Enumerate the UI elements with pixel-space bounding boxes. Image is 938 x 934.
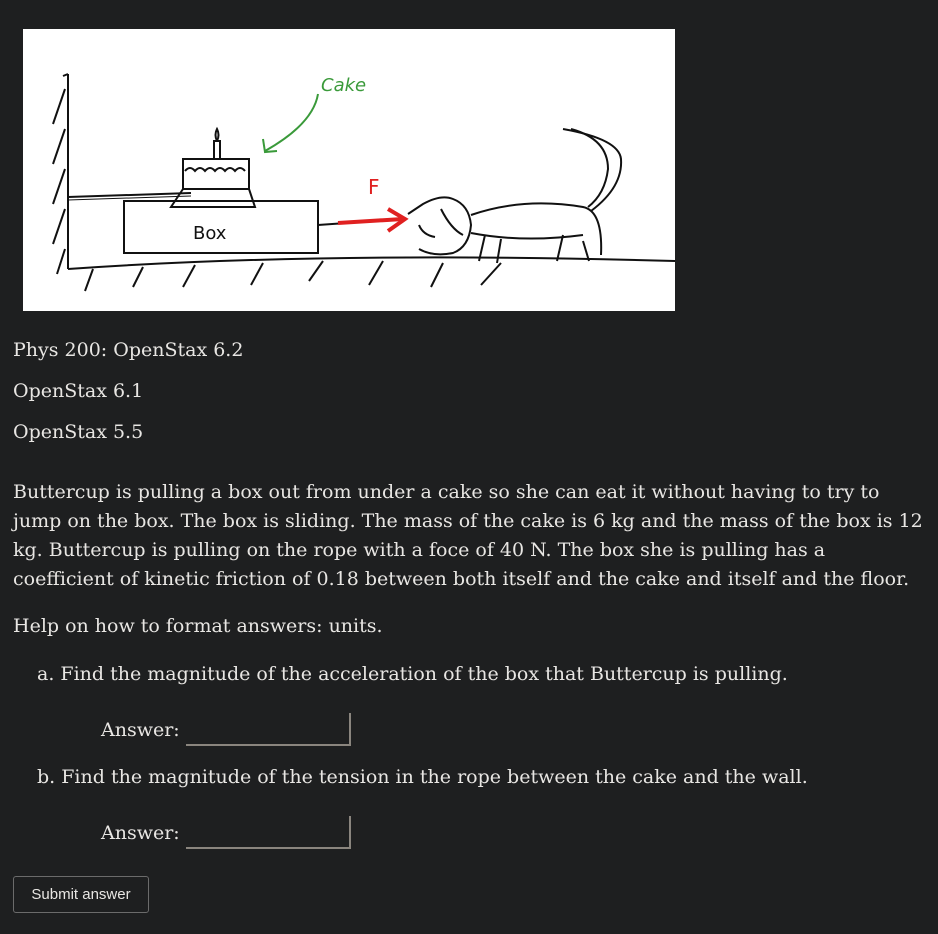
problem-statement: Buttercup is pulling a box out from under a cake so she can eat it without having to try to jump on the box. The box is sliding. The mass of the cake is 6 kg and the mass of the box is 12 kg. Buttercup is pulling on the rope with a foce of 40 N. The box she is pulling has a coefficient of kinetic friction of 0.18 between both itself and the cake and itself and the floor. bbox=[13, 481, 923, 590]
buttercup-diagram bbox=[23, 29, 675, 311]
box-label: Box bbox=[193, 223, 227, 244]
part-a-question: a. Find the magnitude of the acceleration of the box that Buttercup is pulling. bbox=[37, 663, 788, 685]
tag-openstax-6-1: OpenStax 6.1 bbox=[13, 380, 144, 402]
wall bbox=[53, 74, 68, 274]
floor bbox=[68, 257, 675, 291]
force-label: F bbox=[368, 175, 380, 199]
submit-answer-button[interactable]: Submit answer bbox=[13, 876, 149, 913]
answer-a-input[interactable] bbox=[186, 713, 351, 746]
tag-phys-200: Phys 200: OpenStax 6.2 bbox=[13, 339, 244, 361]
answer-b-input[interactable] bbox=[186, 816, 351, 849]
part-b-question: b. Find the magnitude of the tension in the rope between the cake and the wall. bbox=[37, 766, 808, 788]
force-arrow bbox=[338, 209, 405, 231]
dog bbox=[408, 129, 621, 263]
problem-tags bbox=[13, 336, 243, 459]
cake bbox=[171, 129, 255, 207]
tag-openstax-5-5: OpenStax 5.5 bbox=[13, 421, 144, 443]
problem-figure bbox=[23, 29, 675, 311]
cake-label: Cake bbox=[321, 75, 367, 96]
answer-b-row bbox=[101, 816, 351, 849]
answer-b-label: Answer: bbox=[101, 821, 180, 844]
cake-arrow bbox=[263, 94, 318, 152]
answer-a-label: Answer: bbox=[101, 718, 180, 741]
answer-a-row bbox=[101, 713, 351, 746]
format-help-link[interactable]: Help on how to format answers: units. bbox=[13, 615, 383, 637]
